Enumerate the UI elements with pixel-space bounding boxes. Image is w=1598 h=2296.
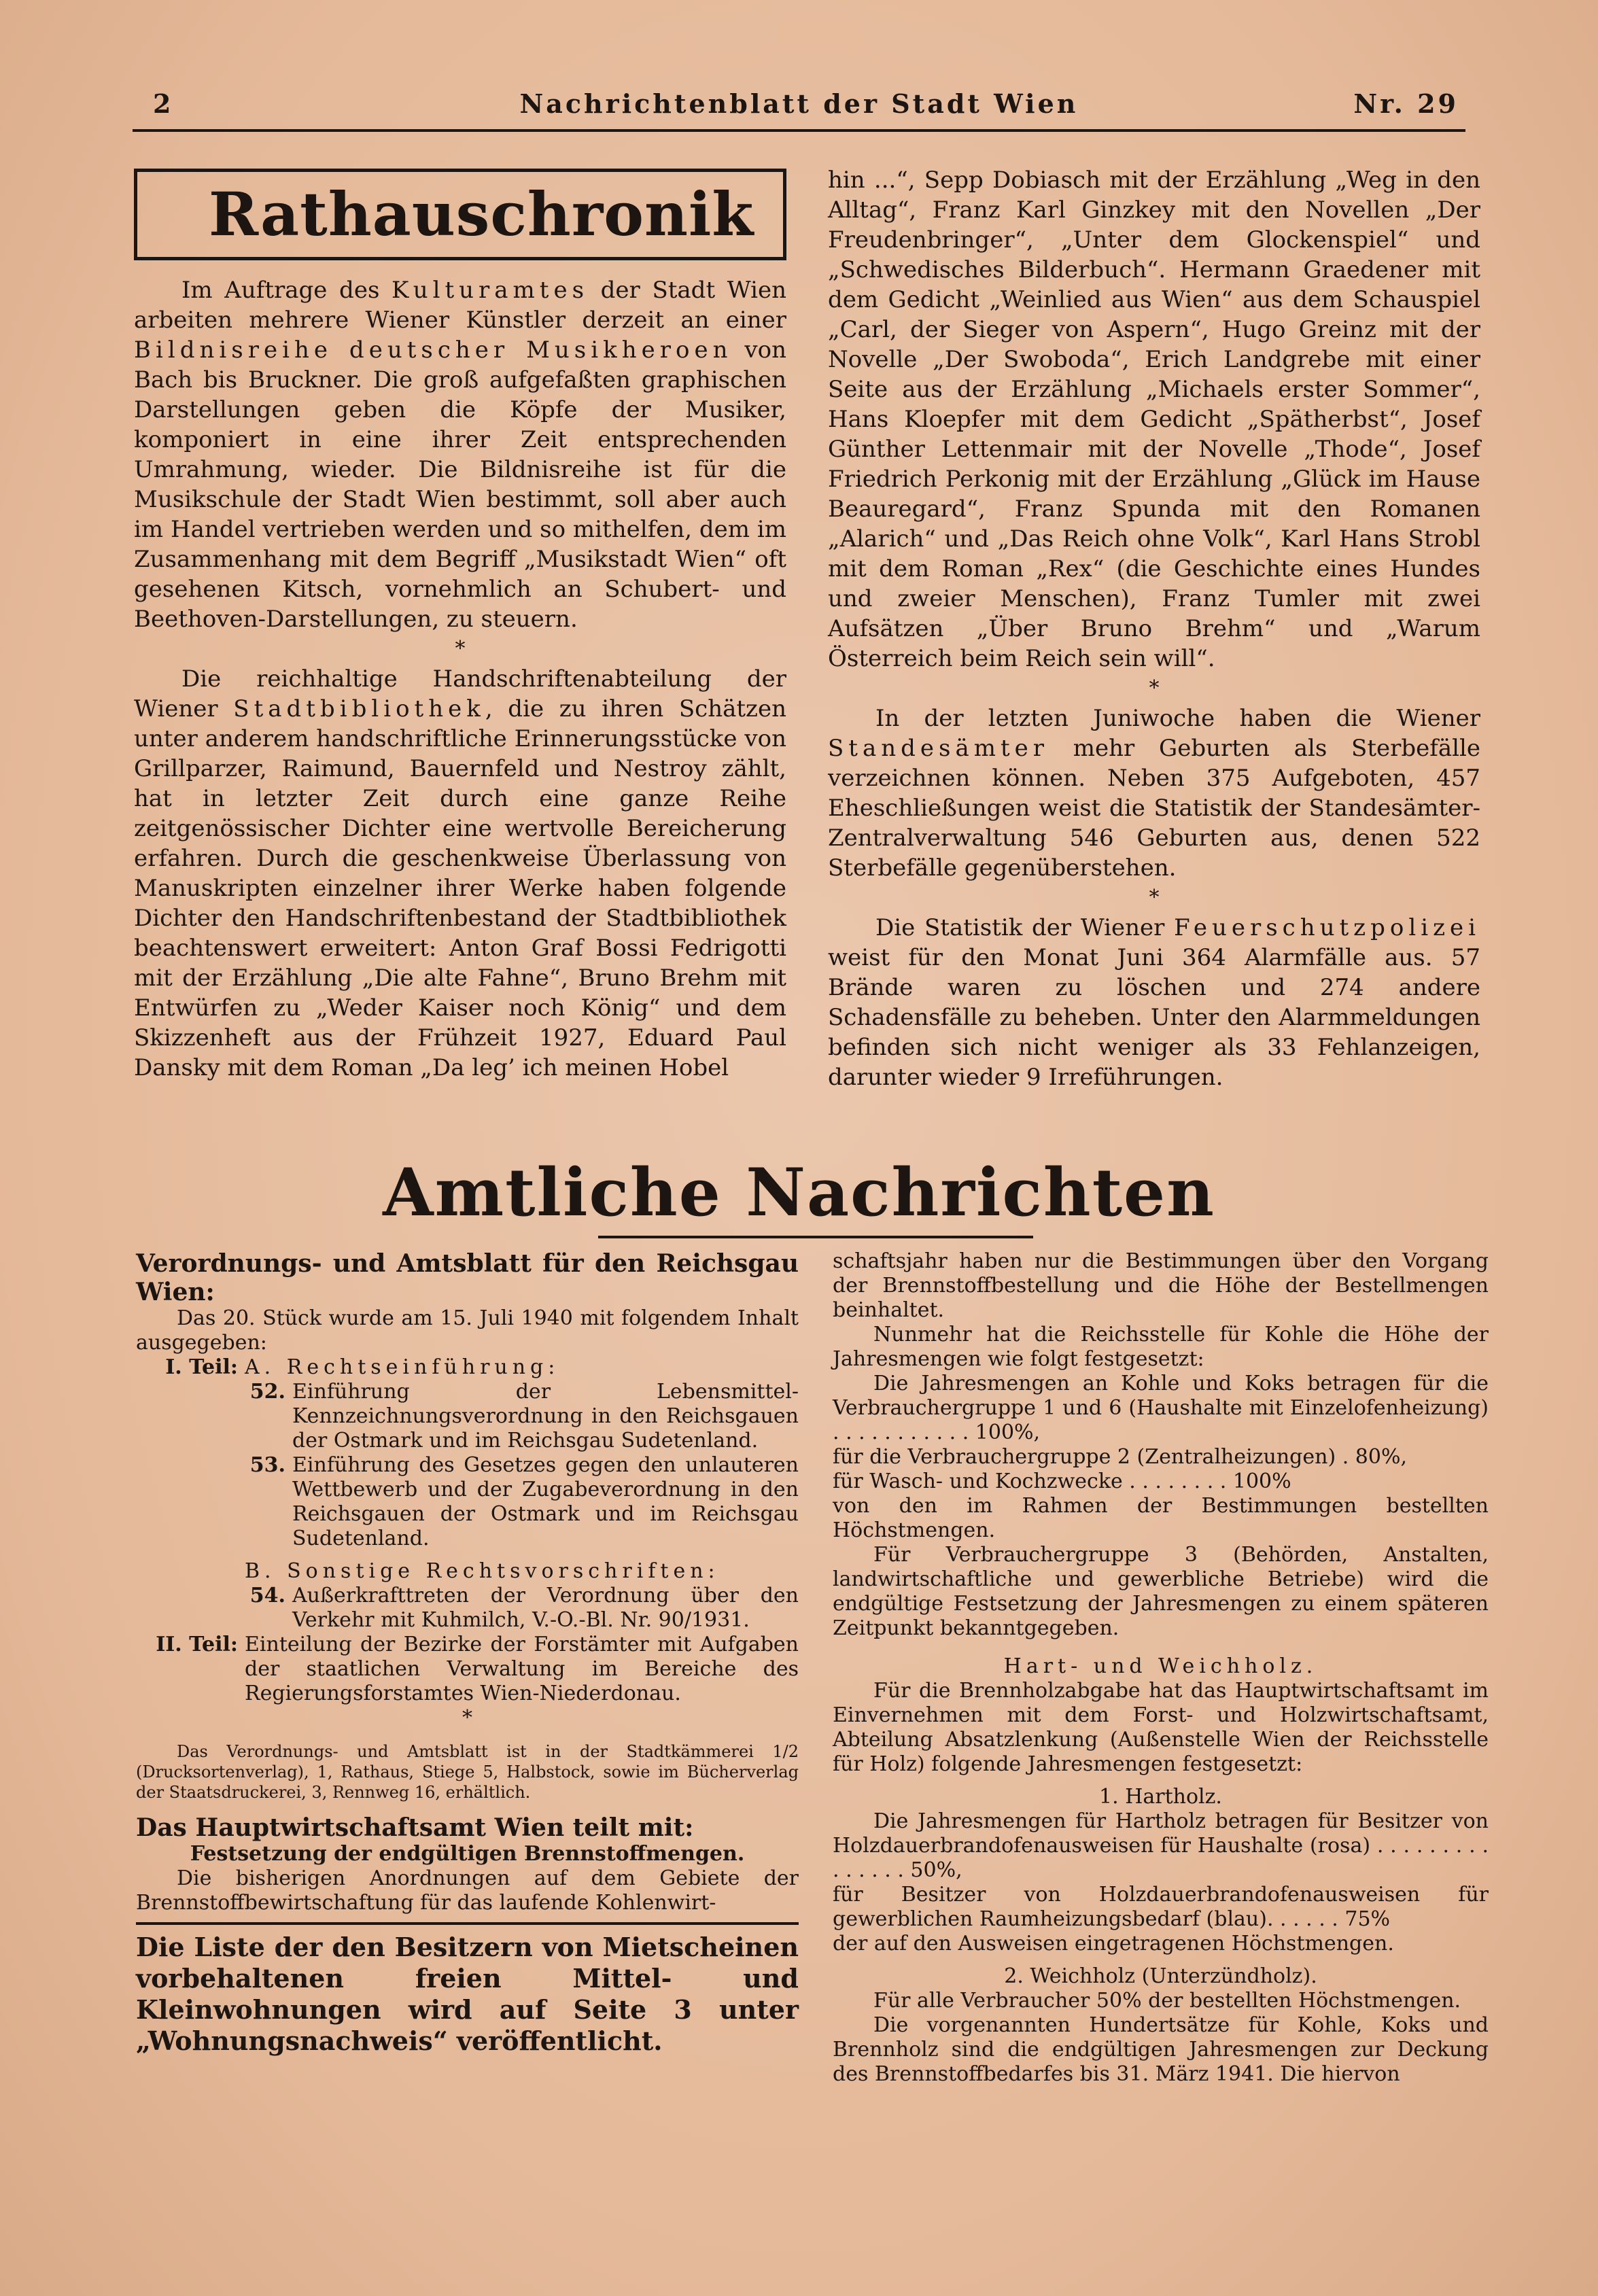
item-number: 52. — [249, 1380, 285, 1404]
paragraph: für Besitzer von Holzdauerbrandofenausweisen für gewerblichen Raumheizungsbedarf (blau). . . . . . 75% — [833, 1883, 1489, 1931]
amtliche-nachrichten-title: Amtliche Nachrichten — [383, 1154, 1215, 1231]
teil-1-b-heading: B. Sonstige Rechtsvorschriften: — [245, 1559, 720, 1583]
spaced-text: Bildnisreihe deutscher Musikheroen — [134, 336, 733, 364]
paragraph-dichter-continued: hin ...“, Sepp Dobiasch mit der Erzählung „Weg in den Alltag“, Franz Karl Ginzkey mit den Novellen „Der Freudenbringer“, „Unter dem Glockenspiel“ und „Schwedisches Bilderbuch“. Hermann Graedener mit dem Gedicht „Weinlied aus Wien“ aus dem Schauspiel „Carl, der Sieger von Aspern“, Hugo Greinz mit der Novelle „Der Swoboda“, Erich Landgrebe mit einer Seite aus der Erzählung „Michaels erster Sommer“, Hans Kloepfer mit dem Gedicht „Spätherbst“, Josef Günther Lettenmair mit der Novelle „Thode“, Josef Friedrich Perkonig mit der Erzählung „Glück im Hause Beauregard“, Franz Spunda mit den Romanen „Alarich“ und „Das Reich ohne Volk“, Karl Hans Strobl mit dem Roman „Rex“ (die Geschichte eines Hundes und zweier Menschen), Franz Tumler mit zwei Aufsätzen „Über Bruno Brehm“ und „Warum Österreich beim Reich sein will“. — [828, 167, 1480, 672]
separator-star: * — [462, 1706, 472, 1730]
paragraph-standesaemter — [828, 703, 1480, 883]
item-text: Einführung des Gesetzes gegen den unlauteren Wettbewerb und der Zugabeverordnung in den Reichsgauen der Ostmark und im Reichsgau Sudetenland. — [292, 1453, 799, 1550]
text: Die reichhaltige Handschriftenabteilung der Wiener — [134, 665, 786, 723]
item-53 — [136, 1453, 799, 1551]
amtliche-left-column — [136, 1249, 799, 2057]
page-header — [133, 88, 1465, 132]
spacer — [136, 1584, 245, 1633]
issue-number: Nr. 29 — [1353, 88, 1459, 119]
teil-2-label: II. Teil: — [156, 1633, 238, 1656]
paragraph: schaftsjahr haben nur die Bestimmungen über den Vorgang der Brennstoffbestellung und die Höhe der Bestellmengen beinhaltet. — [833, 1249, 1489, 1322]
text: , die zu ihren Schätzen unter anderem handschriftliche Erinnerungsstücke von Grillparzer, Raimund, Bauernfeld und Nestroy zählt, hat in letzter Zeit durch eine ganze Reihe zeitgenössischer Dichter eine wertvolle Bereicherung erfahren. Durch die geschenkweise Überlassung von Manuskripten einzelner ihrer Werke haben folgende Dichter den Handschriftenbestand der Stadtbibliothek beachtenswert erweitert: Anton Graf Bossi Fedrigotti mit der Erzählung „Die alte Fahne“, Bruno Brehm mit Entwürfen zu „Weder Kaiser noch König“ und dem Skizzenheft aus der Frühzeit 1927, Eduard Paul Dansky mit dem Roman „Da leg’ ich meinen Hobel — [134, 695, 786, 1081]
paragraph: für Wasch- und Kochzwecke . . . . . . . . 100% — [833, 1469, 1291, 1493]
page-number: 2 — [153, 88, 174, 119]
subheading-hartholz: 1. Hartholz. — [1099, 1785, 1222, 1809]
spacer — [136, 1453, 245, 1551]
text: weist für den Monat Juni 364 Alarmfälle aus. 57 Brände waren zu löschen und 274 andere Schadensfälle zu beheben. Unter den Alarmmeldungen befinden sich nicht weniger als 33 Fehlanzeigen, darunter wieder 9 Irreführungen. — [828, 944, 1480, 1091]
teil-1-b-row — [136, 1559, 799, 1584]
separator-star: * — [1149, 886, 1160, 909]
paragraph-feuerschutzpolizei — [828, 913, 1480, 1092]
wohnungsliste-notice: Die Liste der den Besitzern von Mietscheinen vorbehaltenen freien Mittel- und Kleinwohnungen wird auf Seite 3 unter „Wohnungsnachweis“ veröffentlicht. — [136, 1932, 799, 2056]
hauptwirtschaftsamt-heading: Das Hauptwirtschaftsamt Wien teilt mit: — [136, 1813, 694, 1842]
hauptwirtschaftsamt-paragraph: Die bisherigen Anordnungen auf dem Gebiete der Brennstoffbewirtschaftung für das laufende Kohlenwirt- — [136, 1866, 799, 1915]
paragraph: Die Jahresmengen für Hartholz betragen für Besitzer von Holzdauerbrandofenausweisen für Haushalte (rosa) . . . . . . . . . . . . . . . 50%, — [833, 1809, 1489, 1882]
separator-star: * — [455, 637, 466, 661]
verordnungsblatt-intro: Das 20. Stück wurde am 15. Juli 1940 mit folgendem Inhalt ausgegeben: — [136, 1306, 799, 1355]
text: der Stadt Wien arbeiten mehrere Wiener Künstler derzeit an einer — [134, 277, 786, 334]
paragraph: Für alle Verbraucher 50% der bestellten Höchstmengen. — [873, 1989, 1461, 2013]
rathaus-left-column — [134, 275, 786, 1083]
paragraph-musikheroen — [134, 275, 786, 634]
paragraph: für die Verbrauchergruppe 2 (Zentralheizungen) . 80%, — [833, 1445, 1407, 1469]
paragraph: Für Verbrauchergruppe 3 (Behörden, Anstalten, landwirtschaftliche und gewerbliche Betriebe) wird die endgültige Festsetzung der Jahresmengen zu einem späteren Zeitpunkt bekanntgegeben. — [833, 1543, 1489, 1640]
teil-2-row — [136, 1633, 799, 1706]
text: Die Statistik der Wiener — [875, 914, 1175, 941]
separator-star: * — [1149, 676, 1160, 700]
subheading-weichholz: 2. Weichholz (Unterzündholz). — [1004, 1964, 1317, 1988]
item-number: 54. — [249, 1584, 285, 1607]
paragraph-stadtbibliothek — [134, 664, 786, 1083]
spaced-text: Standesämter — [828, 735, 1049, 762]
paragraph: Für die Brennholzabgabe hat das Hauptwirtschaftsamt im Einvernehmen mit dem Forst- und Holzwirtschaftsamt, Abteilung Absatzlenkung (Außenstelle Wien der Reichsstelle für Holz) folgende Jahresmengen festgesetzt: — [833, 1679, 1489, 1776]
text: In der letzten Juniwoche haben die Wiener — [875, 705, 1480, 732]
paragraph: Nunmehr hat die Reichsstelle für Kohle die Höhe der Jahresmengen wie folgt festgesetzt: — [833, 1323, 1489, 1371]
rathaus-right-column — [828, 165, 1480, 1092]
teil-1-a-heading: A. Rechtseinführung: — [245, 1355, 560, 1379]
spaced-text: Kulturamtes — [392, 277, 589, 304]
paragraph: Die vorgenannten Hundertsätze für Kohle, Koks und Brennholz sind die endgültigen Jahresmengen zur Deckung des Brennstoffbedarfes bis 31. März 1941. Die hiervon — [833, 2013, 1489, 2086]
item-54 — [136, 1584, 799, 1633]
spaced-text: Stadtbibliothek — [233, 695, 485, 723]
text: von Bach bis Bruckner. Die groß aufgefaßten graphischen Darstellungen geben die Köpfe der Musiker, komponiert in eine ihrer Zeit entsprechenden Umrahmung, wieder. Die Bildnisreihe ist für die Musikschule der Stadt Wien bestimmt, soll aber auch im Handel vertrieben werden und so mithelfen, dem im Zusammenhang mit dem Begriff „Musikstadt Wien“ oft gesehenen Kitsch, vornehmlich an Schubert- und Beethoven-Darstellungen, zu steuern. — [134, 336, 787, 633]
spacer — [136, 1380, 245, 1453]
brennstoff-subheading: Festsetzung der endgültigen Brennstoffmengen. — [190, 1842, 745, 1866]
spacer — [136, 1559, 245, 1584]
item-text: Außerkrafttreten der Verordnung über den Verkehr mit Kuhmilch, V.-O.-Bl. Nr. 90/1931. — [292, 1584, 799, 1632]
teil-2-text: Einteilung der Bezirke der Forstämter mit Aufgaben der staatlichen Verwaltung im Bereiche des Regierungsforstamtes Wien-Niederdonau. — [245, 1633, 799, 1705]
paragraph: der auf den Ausweisen eingetragenen Höchstmengen. — [833, 1932, 1394, 1955]
paragraph: Die Jahresmengen an Kohle und Koks betragen für die Verbrauchergruppe 1 und 6 (Haushalte mit Einzelofenheizung) . . . . . . . . . . . 100%, — [833, 1372, 1489, 1444]
divider — [136, 1922, 799, 1925]
amtliche-right-column — [833, 1249, 1489, 2087]
verordnungsblatt-heading: Verordnungs- und Amtsblatt für den Reichsgau Wien: — [136, 1249, 799, 1306]
title-rule — [598, 1236, 1033, 1238]
item-52 — [136, 1380, 799, 1453]
teil-1-a-row — [136, 1355, 799, 1380]
note-text: Das Verordnungs- und Amtsblatt ist in der Stadtkämmerei 1/2 (Drucksortenverlag), 1, Rathaus, Stiege 5, Halbstock, sowie im Bücherverlag der Staatsdruckerei, 3, Rennweg 16, erhältlich. — [136, 1742, 799, 1802]
text: mehr Geburten als Sterbefälle verzeichnen können. Neben 375 Aufgeboten, 457 Eheschließungen weist die Statistik der Standesämter-Zentralverwaltung 546 Geburten aus, denen 522 Sterbefälle gegenüberstehen. — [828, 735, 1480, 882]
text: Im Auftrage des — [181, 277, 392, 304]
item-text: Einführung der Lebensmittel-Kennzeichnungsverordnung in den Reichsgauen der Ostmark und im Reichsgau Sudetenland. — [292, 1380, 799, 1453]
rathauschronik-title: Rathauschronik — [134, 169, 786, 260]
spaced-text: Feuerschutzpolizei — [1174, 914, 1480, 941]
paragraph: von den im Rahmen der Bestimmungen bestellten Höchstmengen. — [833, 1494, 1489, 1542]
teil-1-label: I. Teil: — [165, 1355, 238, 1379]
item-number: 53. — [249, 1453, 285, 1477]
subheading-holz: Hart- und Weichholz. — [1003, 1654, 1318, 1678]
availability-note — [136, 1741, 799, 1803]
masthead-title: Nachrichtenblatt der Stadt Wien — [519, 88, 1079, 119]
